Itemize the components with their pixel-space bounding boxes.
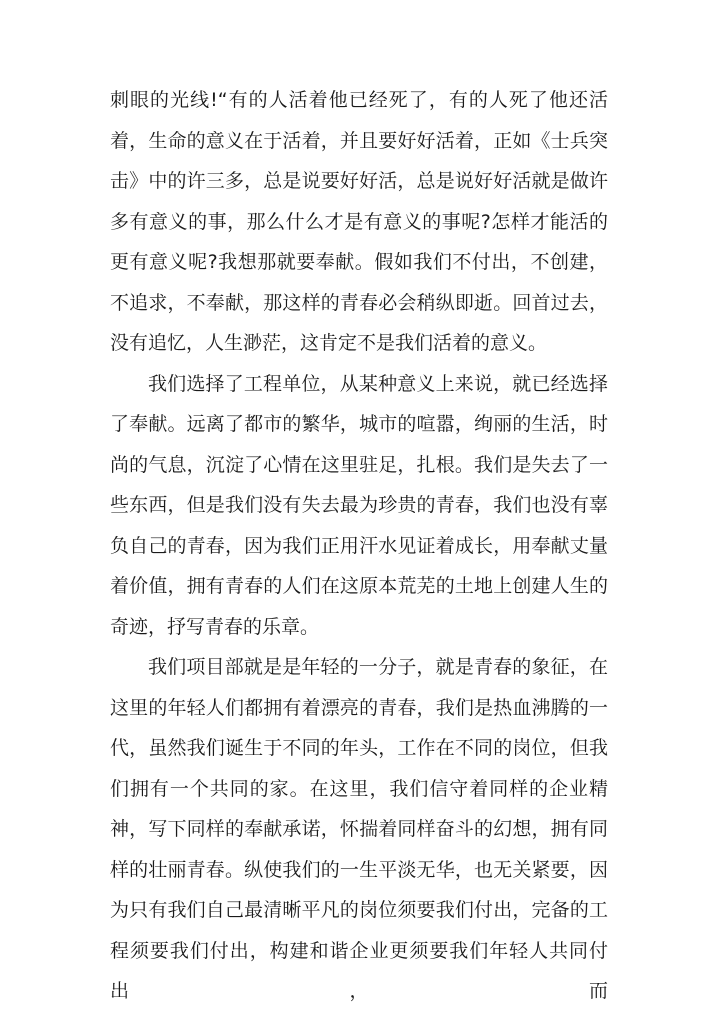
paragraph-3: 我们项目部就是是年轻的一分子，就是青春的象征，在这里的年轻人们都拥有着漂亮的青春，我们是热血沸腾的一代，虽然我们诞生于不同的年头，工作在不同的岗位，但我们拥有一个共同的家。在这里，我们信守着同样的企业精神，写下同样的奉献承诺，怀揣着同样奋斗的幻想，拥有同样的壮丽青春。纵使我们的一生平淡无华，也无关紧要，因为只有我们自己最清晰平凡的岗位须要我们付出，完备的工程须要我们付出，构建和谐企业更须要我们年轻人共同付出，而 xyxy=(110,656,608,1002)
paragraph-2: 我们选择了工程单位，从某种意义上来说，就已经选择了奉献。远离了都市的繁华，城市的喧嚣，绚丽的生活，时尚的气息，沉淀了心情在这里驻足，扎根。我们是失去了一些东西，但是我们没有失去最为珍贵的青春，我们也没有辜负自己的青春，因为我们正用汗水见证着成长，用奉献丈量着价值，拥有青春的人们在这原本荒芜的土地上创建人生的奇迹，抒写青春的乐章。 xyxy=(110,372,608,638)
paragraph-1: 刺眼的光线!“有的人活着他已经死了，有的人死了他还活着，生命的意义在于活着，并且要好好活着，正如《士兵突击》中的许三多，总是说要好好活，总是说好好活就是做许多有意义的事，那么什么才是有意义的事呢?怎样才能活的更有意义呢?我想那就要奉献。假如我们不付出，不创建，不追求，不奉献，那这样的青春必会稍纵即逝。回首过去，没有追忆，人生渺茫，这肯定不是我们活着的意义。 xyxy=(110,89,608,354)
